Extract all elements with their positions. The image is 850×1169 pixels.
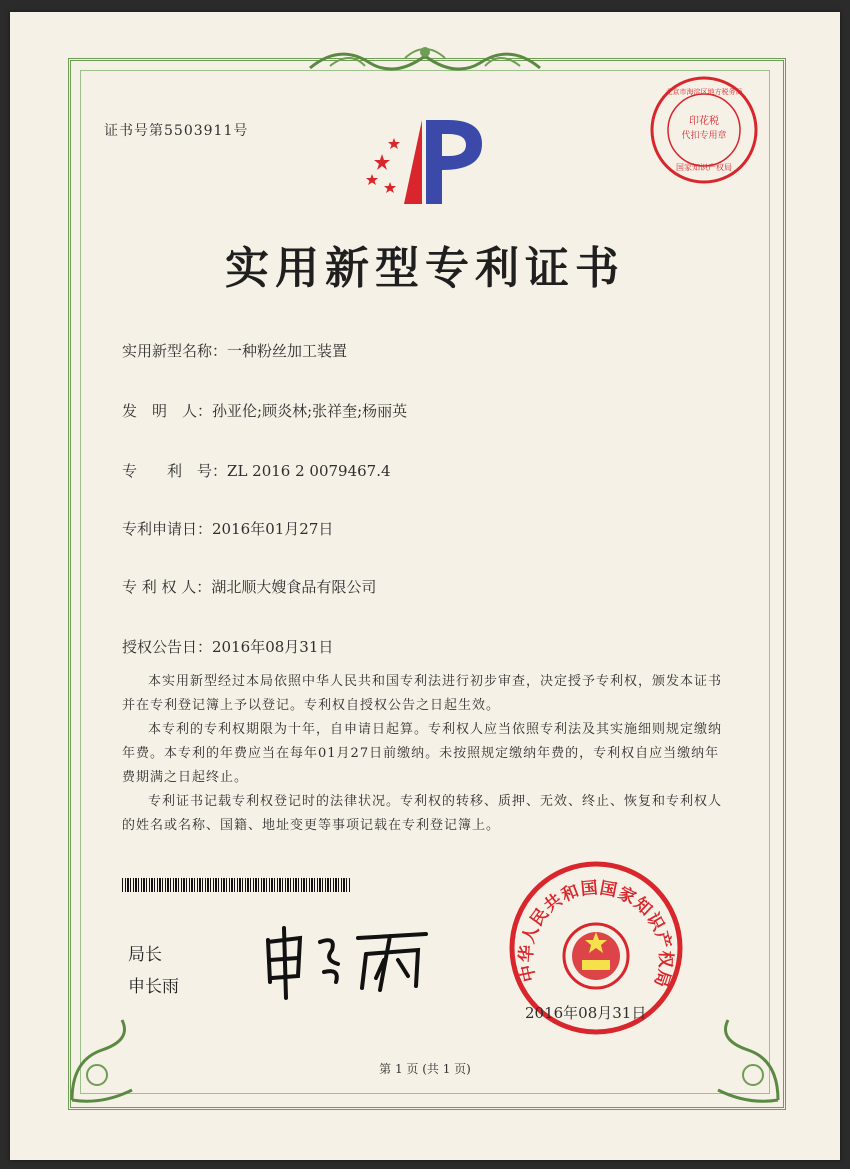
page-number: 第 1 页 (共 1 页): [379, 1062, 471, 1076]
handwritten-signature: [258, 920, 438, 1000]
field-patent-number: [122, 460, 391, 481]
body-paragraph: 本专利的专利权期限为十年，自申请日起算。专利权人应当依照专利法及其实施细则规定缴纳年费。本专利的年费应当在每年01月27日前缴纳。未按照规定缴纳年费的，专利权自应当缴纳年费期满之日起终止。: [122, 722, 723, 785]
field-label: 实用新型名称：: [122, 342, 228, 360]
svg-text:代扣专用章: 代扣专用章: [681, 131, 727, 141]
director-title: 局长: [128, 945, 162, 965]
field-label: 专 利 权 人：: [122, 578, 212, 596]
top-ornament: [300, 38, 550, 78]
svg-text:中华人民共和国国家知识产权局: 中华人民共和国国家知识产权局: [516, 878, 676, 991]
field-value: 湖北顺大嫂食品有限公司: [211, 578, 377, 596]
issue-date: 2016年08月31日: [525, 1004, 647, 1022]
patent-office-emblem-icon: [362, 112, 492, 212]
field-label: 授权公告日：: [122, 638, 213, 656]
field-utility-model-name: [122, 340, 347, 361]
svg-text:国家知识产权局: 国家知识产权局: [676, 163, 732, 172]
field-inventors: [122, 400, 407, 421]
certificate-title: 实用新型专利证书: [225, 243, 625, 294]
field-label: 专 利 号：: [122, 462, 228, 480]
field-value: ZL 2016 2 0079467.4: [227, 462, 391, 480]
field-application-date: [122, 518, 333, 539]
director-name: 申长雨: [128, 977, 179, 997]
certificate-body: [122, 670, 722, 838]
svg-text:印花税: 印花税: [689, 116, 719, 127]
field-value: 2016年08月31日: [212, 638, 334, 656]
field-value: 一种粉丝加工装置: [227, 342, 348, 360]
field-value: 孙亚伦;顾炎林;张祥奎;杨丽英: [212, 402, 408, 420]
body-paragraph: 本实用新型经过本局依照中华人民共和国专利法进行初步审查，决定授予专利权，颁发本证书并在专利登记簿上予以登记。专利权自授权公告之日起生效。: [122, 674, 723, 713]
field-label: 专利申请日：: [122, 520, 213, 538]
field-label: 发 明 人：: [122, 402, 213, 420]
svg-text:北京市海淀区地方税务局: 北京市海淀区地方税务局: [665, 88, 743, 96]
body-paragraph: 专利证书记载专利权登记时的法律状况。专利权的转移、质押、无效、终止、恢复和专利权人的姓名或名称、国籍、地址变更等事项记载在专利登记簿上。: [122, 794, 723, 833]
certificate-number: 证书号第5503911号: [104, 123, 249, 139]
barcode: [122, 878, 350, 892]
field-patentee: [122, 576, 376, 597]
tax-stamp: [648, 74, 760, 186]
field-grant-date: [122, 636, 333, 657]
field-value: 2016年01月27日: [212, 520, 334, 538]
